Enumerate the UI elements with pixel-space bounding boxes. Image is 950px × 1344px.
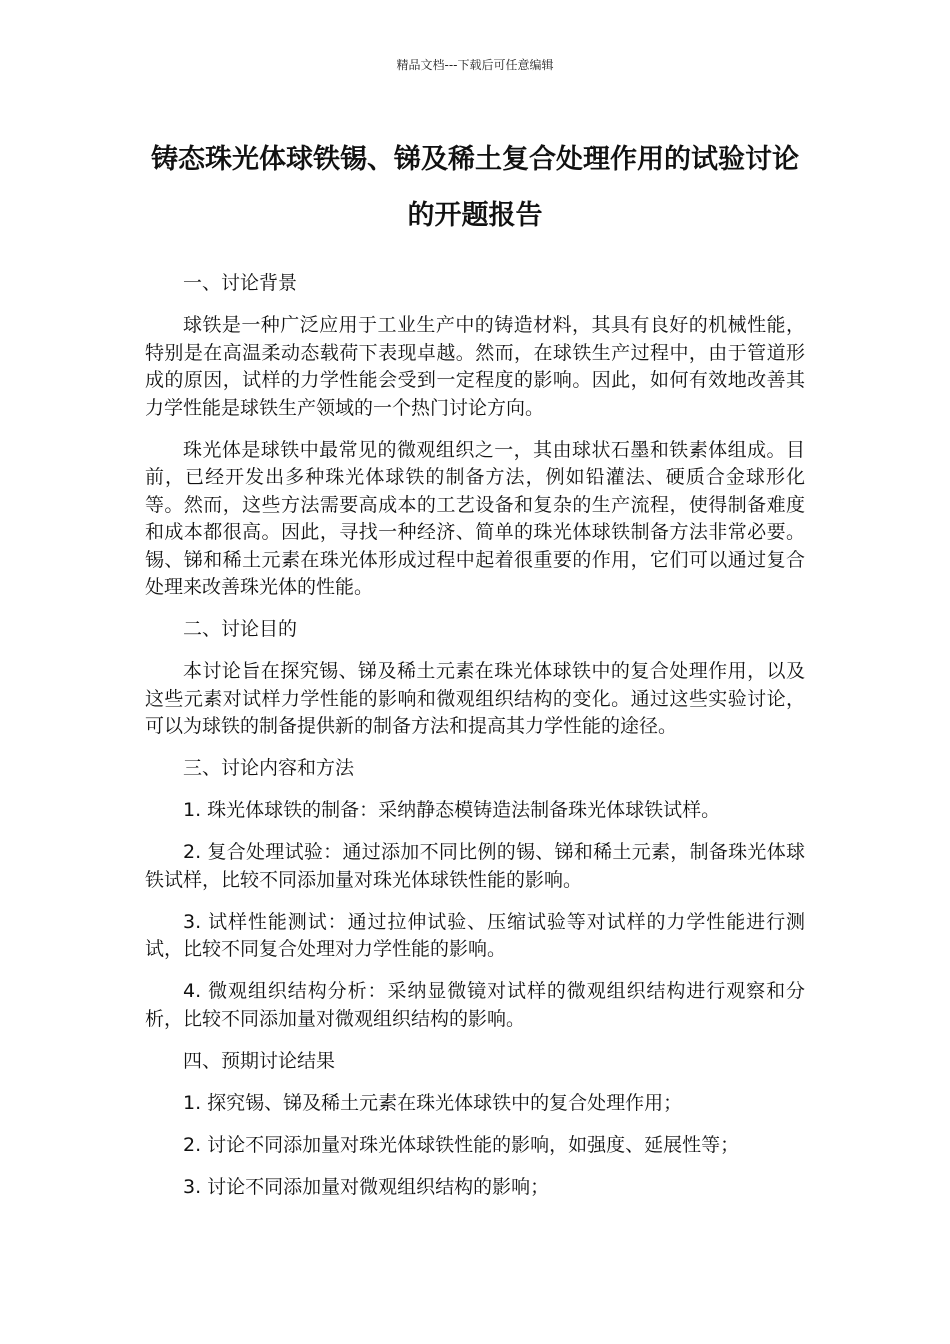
list-item: 1. 珠光体球铁的制备：采纳静态模铸造法制备珠光体球铁试样。 [183,799,721,821]
paragraph: 珠光体是球铁中最常见的微观组织之一，其由球状石墨和铁素体组成。目前，已经开发出多种珠光体球铁的制备方法，例如铅灌法、硬质合金球形化等。然而，这些方法需要高成本的工艺设备和复杂的生产流程，使得制备难度和成本都很高。因此，寻找一种经济、简单的珠光体球铁制备方法非常必要。锡、锑和稀土元素在珠光体形成过程中起着很重要的作用，它们可以通过复合处理来改善珠光体的性能。 [145,438,805,598]
list-item: 2. 讨论不同添加量对珠光体球铁性能的影响，如强度、延展性等； [183,1133,740,1156]
paragraph: 本讨论旨在探究锡、锑及稀土元素在珠光体球铁中的复合处理作用，以及这些元素对试样力学性能的影响和微观组织结构的变化。通过这些实验讨论，可以为球铁的制备提供新的制备方法和提高其力学性能的途径。 [145,660,805,737]
section-heading-purpose: 二、讨论目的 [183,618,298,640]
list-item: 4. 微观组织结构分析：采纳显微镜对试样的微观组织结构进行观察和分析，比较不同添加量对微观组织结构的影响。 [145,980,805,1030]
section-heading-background: 一、讨论背景 [183,272,298,294]
list-item: 2. 复合处理试验：通过添加不同比例的锡、锑和稀土元素，制备珠光体球铁试样，比较不同添加量对珠光体球铁性能的影响。 [145,841,805,891]
section-heading-methods: 三、讨论内容和方法 [183,757,355,779]
document-body [145,270,805,1216]
header-note: 精品文档---下载后可任意编辑 [396,58,554,72]
document-title: 铸态珠光体球铁锡、锑及稀土复合处理作用的试验讨论的开题报告 [151,144,799,231]
list-item: 1. 探究锡、锑及稀土元素在珠光体球铁中的复合处理作用； [183,1091,683,1114]
section-heading-expected-results: 四、预期讨论结果 [183,1049,336,1072]
paragraph: 球铁是一种广泛应用于工业生产中的铸造材料，其具有良好的机械性能，特别是在高温柔动态载荷下表现卓越。然而，在球铁生产过程中，由于管道形成的原因，试样的力学性能会受到一定程度的影响。因此，如何有效地改善其力学性能是球铁生产领域的一个热门讨论方向。 [145,314,805,419]
list-item: 3. 试样性能测试：通过拉伸试验、压缩试验等对试样的力学性能进行测试，比较不同复合处理对力学性能的影响。 [145,910,805,960]
list-item: 3. 讨论不同添加量对微观组织结构的影响； [183,1175,550,1198]
